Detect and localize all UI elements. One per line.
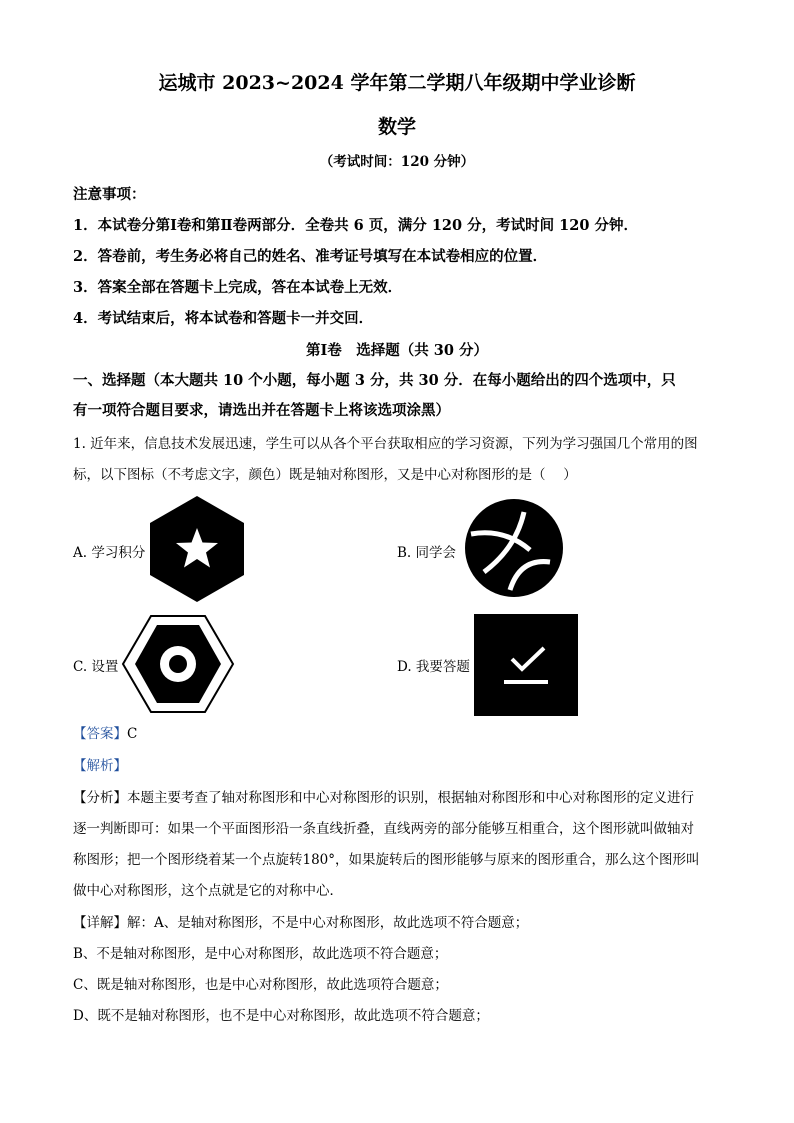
section-instruction: 一、选择题（本大题共 10 个小题，每小题 3 分，共 30 分．在每小题给出的四个选项中，只	[73, 372, 676, 389]
fenxi-tag: 【分析】	[73, 790, 127, 806]
hexagon-star-icon	[148, 494, 246, 604]
option-d-label: D. 我要答题	[397, 659, 470, 675]
option-a-label: A. 学习积分	[73, 545, 146, 561]
question-text: 1. 近年来，信息技术发展迅速，学生可以从各个平台获取相应的学习资源，下列为学习强国几个常用的图	[73, 436, 698, 452]
notice-heading: 注意事项：	[73, 186, 146, 203]
answer-tag: 【答案】	[73, 726, 127, 742]
notice-item: 2．答卷前，考生务必将自己的姓名、准考证号填写在本试卷相应的位置．	[73, 248, 548, 265]
exam-title: 运城市 2023~2024 学年第二学期八年级期中学业诊断	[158, 72, 636, 94]
subject-title: 数学	[377, 116, 416, 138]
fenxi-text: 本题主要考查了轴对称图形和中心对称图形的识别，根据轴对称图形和中心对称图形的定义进行	[127, 790, 694, 806]
detail-text: D、既不是轴对称图形，也不是中心对称图形，故此选项不符合题意；	[73, 1008, 489, 1024]
detail-line	[73, 911, 528, 931]
square-check-icon	[474, 614, 578, 716]
fenxi-text: 做中心对称图形，这个点就是它的对称中心．	[73, 883, 343, 899]
analysis-tag: 【解析】	[73, 758, 127, 774]
section-instruction: 有一项符合题目要求，请选出并在答题卡上将该选项涂黑）	[73, 402, 450, 419]
detail-tag: 【详解】	[73, 915, 127, 931]
exam-time: （考试时间：120 分钟）	[319, 154, 475, 170]
detail-text: C、既是轴对称图形，也是中心对称图形，故此选项符合题意；	[73, 977, 448, 993]
notice-item: 3．答案全部在答题卡上完成，答在本试卷上无效．	[73, 279, 403, 296]
detail-text: B、不是轴对称图形，是中心对称图形，故此选项不符合题意；	[73, 946, 448, 962]
answer-line	[73, 722, 137, 742]
aperture-circle-icon	[464, 498, 564, 598]
hexagon-nut-icon	[121, 614, 235, 714]
notice-item: 1．本试卷分第Ⅰ卷和第Ⅱ卷两部分．全卷共 6 页，满分 120 分，考试时间 120 分钟．	[73, 217, 639, 234]
fenxi-line	[73, 786, 694, 806]
question-text: 标，以下图标（不考虑文字，颜色）既是轴对称图形，又是中心对称图形的是（ ）	[73, 467, 577, 483]
option-b-label: B. 同学会	[397, 545, 457, 561]
answer-value: C	[127, 726, 138, 742]
fenxi-text: 称图形；把一个图形绕着某一个点旋转180°，如果旋转后的图形能够与原来的图形重合，那么这个图形叫	[73, 852, 700, 868]
detail-text: 解：A、是轴对称图形，不是中心对称图形，故此选项不符合题意；	[127, 915, 529, 931]
fenxi-text: 逐一判断即可：如果一个平面图形沿一条直线折叠，直线两旁的部分能够互相重合，这个图形就叫做轴对	[73, 821, 694, 837]
section-title: 第Ⅰ卷 选择题（共 30 分）	[305, 342, 489, 359]
notice-item: 4．考试结束后，将本试卷和答题卡一并交回．	[73, 310, 374, 327]
option-c-label: C. 设置	[73, 659, 119, 675]
